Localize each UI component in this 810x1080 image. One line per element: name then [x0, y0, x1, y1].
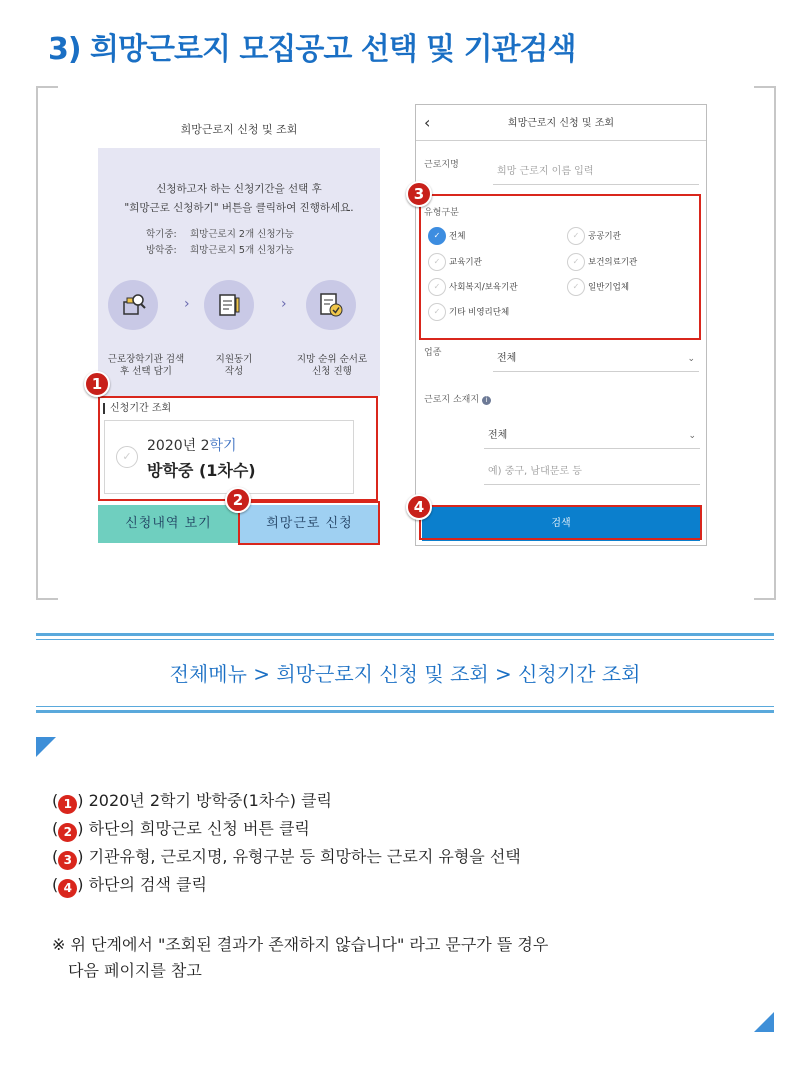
term-rule: 학기중: 희망근로지 2개 신청가능: [146, 229, 294, 240]
search-button[interactable]: 검색: [422, 507, 700, 541]
frame-corner: [36, 578, 58, 600]
highlight-box: [419, 194, 701, 340]
page-title: 3) 희망근로지 모집공고 선택 및 기관검색: [48, 32, 576, 67]
type-option[interactable]: ✓ 보건의료기관: [567, 253, 637, 272]
highlight-box: [238, 501, 380, 545]
instruction-item: ( 4 ) 하단의 검색 클릭: [52, 875, 207, 898]
chevron-down-icon: ⌄: [687, 354, 695, 364]
step-badge: 3: [406, 181, 432, 207]
document-write-icon: [204, 280, 254, 330]
note-line: ※ 위 단계에서 "조회된 결과가 존재하지 않습니다" 라고 문구가 뜰 경우: [52, 935, 549, 954]
location-label: 근로지 소재지 i: [424, 392, 491, 405]
type-option[interactable]: ✓ 일반기업체: [567, 278, 629, 297]
check-icon: ✓: [428, 253, 446, 271]
location-select[interactable]: 전체 ⌄: [484, 423, 700, 449]
step-label: 지원동기 작성: [215, 354, 253, 377]
industry-select[interactable]: 전체 ⌄: [493, 346, 699, 372]
type-option[interactable]: ✓ 교육기관: [428, 253, 482, 272]
divider: [36, 706, 774, 707]
name-label: 근로지명: [424, 160, 459, 170]
check-icon: ✓: [428, 303, 446, 321]
history-button[interactable]: 신청내역 보기: [98, 505, 239, 543]
period-type: 방학중 (1차수): [147, 461, 256, 480]
step-label: 근로장학기관 검색 후 선택 담기: [107, 354, 185, 377]
info-icon: i: [482, 396, 491, 405]
instruction-item: ( 1 ) 2020년 2학기 방학중(1차수) 클릭: [52, 791, 332, 814]
period-section-title: 신청기간 조회: [103, 403, 171, 414]
highlight-box: [419, 505, 702, 540]
right-phone-header: 희망근로지 신청 및 조회: [416, 105, 706, 141]
type-option[interactable]: ✓ 기타 비영리단체: [428, 303, 509, 322]
step-label: 지망 순위 순서로 신청 진행: [296, 354, 368, 377]
info-panel: [98, 148, 380, 396]
instruction-item: ( 3 ) 기관유형, 근로지명, 유형구분 등 희망하는 근로지 유형을 선택: [52, 847, 521, 870]
back-icon[interactable]: ‹: [424, 113, 431, 132]
note: [52, 932, 548, 984]
frame-right-edge: [774, 86, 776, 600]
divider: [36, 710, 774, 713]
check-icon: ✓: [567, 253, 585, 271]
breadcrumb: 전체메뉴 > 희망근로지 신청 및 조회 > 신청기간 조회: [169, 662, 641, 686]
term-rule: 방학중: 희망근로지 5개 신청가능: [146, 245, 294, 256]
type-label: 유형구분: [424, 208, 459, 218]
step-badge: 4: [406, 494, 432, 520]
note-line: 다음 페이지를 참고: [68, 961, 202, 980]
step-badge: 1: [84, 371, 110, 397]
period-year: 2020년 2학기: [147, 438, 237, 454]
type-option[interactable]: ✓ 공공기관: [567, 227, 621, 246]
location-input[interactable]: 예) 중구, 남대문로 등: [484, 459, 700, 485]
industry-label: 업종: [424, 348, 442, 358]
document-check-icon: [306, 280, 356, 330]
chevron-right-icon: ›: [281, 296, 287, 312]
frame-corner: [754, 86, 776, 108]
apply-button[interactable]: 희망근로 신청: [239, 505, 380, 543]
chevron-right-icon: ›: [184, 296, 190, 312]
frame-corner: [36, 86, 58, 108]
info-line: 신청하고자 하는 신청기간을 선택 후: [156, 183, 322, 195]
check-icon: ✓: [428, 278, 446, 296]
name-input[interactable]: 희망 근로지 이름 입력: [493, 159, 699, 185]
divider: [36, 633, 774, 636]
divider: [36, 639, 774, 640]
step-badge: 2: [225, 487, 251, 513]
type-option[interactable]: ✓ 사회복지/보육기관: [428, 278, 518, 297]
corner-triangle: [754, 1012, 774, 1032]
corner-triangle: [36, 737, 56, 757]
check-icon: ✓: [428, 227, 446, 245]
check-icon: ✓: [567, 227, 585, 245]
check-icon: ✓: [567, 278, 585, 296]
type-option[interactable]: ✓ 전체: [428, 227, 465, 246]
frame-corner: [754, 578, 776, 600]
highlight-box: [98, 396, 378, 501]
org-search-icon: [108, 280, 158, 330]
check-icon[interactable]: ✓: [116, 446, 138, 468]
frame-left-edge: [36, 86, 38, 600]
info-line: "희망근로 신청하기" 버튼을 클릭하여 진행하세요.: [124, 202, 354, 214]
instruction-item: ( 2 ) 하단의 희망근로 신청 버튼 클릭: [52, 819, 310, 842]
left-phone-header: 희망근로지 신청 및 조회: [180, 123, 298, 136]
chevron-down-icon: ⌄: [688, 431, 696, 441]
